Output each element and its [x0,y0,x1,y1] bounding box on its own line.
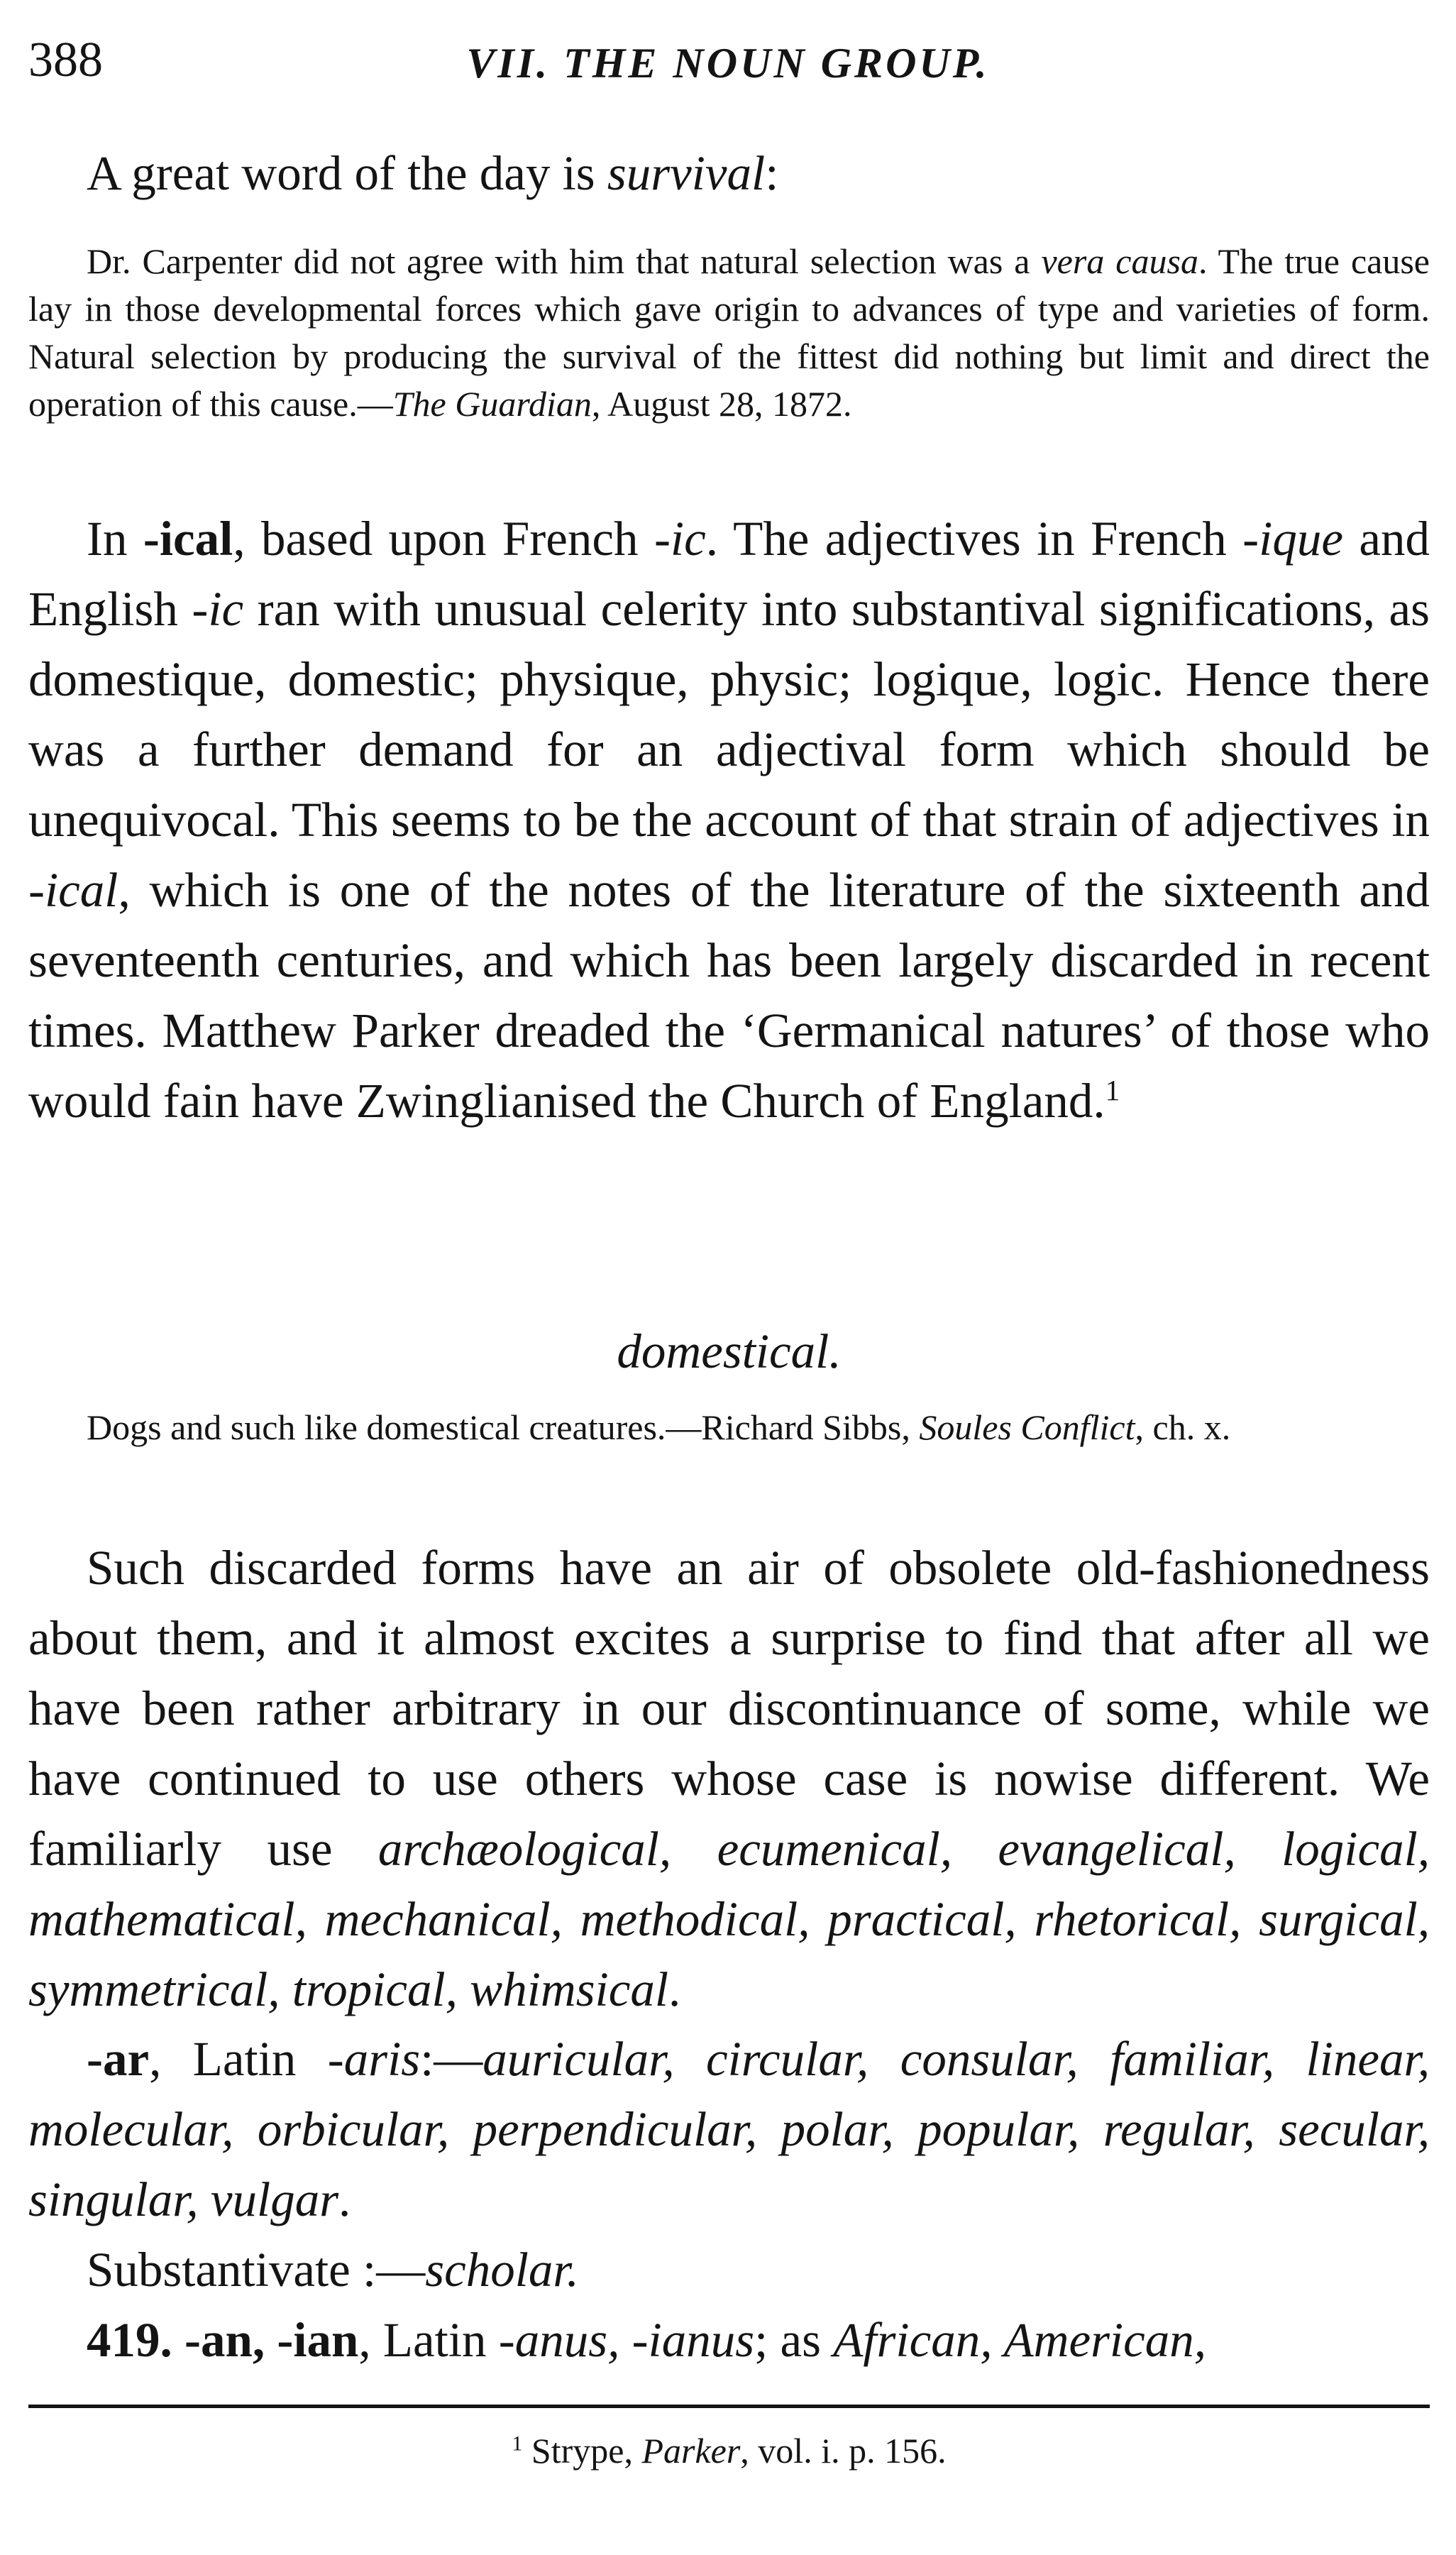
running-title: VII. THE NOUN GROUP. [466,40,990,87]
ar-latin-prefix: , Latin [149,2032,328,2086]
footnote-ref-text: , vol. i. p. 156. [740,2431,947,2471]
substantivate-line [28,2235,1430,2305]
an-latin: -anus, -ianus [498,2313,755,2367]
footnote-author: Strype, [522,2431,642,2471]
ical-suffix: -ical [143,512,233,566]
discarded-end: . [668,1962,681,2016]
quote-text-1: Dr. Carpenter did not agree with him that natural selection was a [87,241,1042,281]
footnote-mark: 1 [512,2432,523,2456]
ical-text-1: In [87,512,143,566]
guardian-quote [28,238,1430,428]
section-number: 419. [87,2313,172,2367]
an-examples: African, American, [833,2313,1206,2367]
ar-suffix: -ar [87,2032,150,2086]
ical-paragraph [28,504,1430,1136]
sibbs-ref: , ch. x. [1135,1407,1231,1447]
an-ian-suffixes: -an, -ian [184,2313,359,2367]
an-latin-prefix: , Latin [358,2313,499,2367]
survival-word: survival [607,146,766,200]
ar-latin: -aris [327,2032,421,2086]
running-head [28,28,1428,92]
sibbs-quote [28,1404,1430,1451]
domestical-word: domestical. [617,1324,842,1378]
ical-text-4: and English [28,512,1430,636]
quote-date: , August 28, 1872. [591,384,852,424]
ar-colon: :— [420,2032,483,2086]
substantivate-word: scholar. [425,2243,579,2297]
an-as: ; as [754,2313,834,2367]
quote-text-2: . The true cause lay in those developmental forces which gave origin to advances of type and varieties of form. Natural selection by producing the survival of the fittest did nothing but limit and direct the operation of this cause.— [28,241,1430,424]
discarded-text: Such discarded forms have an air of obsolete old-fashionedness about them, and it almost excites a surprise to find that after all we have been rather arbitrary in our discontinuance of some, while we have continued to use others whose case is nowise different. We familiarly use [28,1541,1430,1876]
quote-source: The Guardian [392,384,592,424]
domestical-heading [28,1317,1430,1387]
sibbs-quote-text: Dogs and such like domestical creatures.—Richard Sibbs, [87,1407,920,1447]
substantivate-label: Substantivate :— [87,2243,426,2297]
footnote-title: Parker [641,2431,741,2471]
ar-word-list: auricular, circular, consular, familiar, linear, molecular, orbicular, perpendicular, polar, popular, regular, secular, singular, vulgar [28,2032,1430,2226]
ical-italic: -ical [28,863,118,917]
ar-end: . [338,2172,351,2226]
french-ique: -ique [1242,512,1343,566]
discarded-paragraph [28,1533,1430,2025]
ical-word-list: archæological, ecumenical, evangelical, logical, mathematical, mechanical, methodical, practical, rhetorical, surgical, symmetrical, tropical, whimsical [28,1822,1430,2016]
ical-text-6: , which is one of the notes of the literature of the sixteenth and seventeenth centuries, and which has been largely discarded in recent times. Matthew Parker dreaded the ‘Germanical natures’ of those who would fain have Zwinglianised the Church of England. [28,863,1430,1128]
footnote [28,2427,1430,2475]
footnote-rule [28,2405,1430,2408]
survival-colon: : [765,146,779,200]
section-419 [28,2305,1430,2375]
page-number: 388 [28,33,103,87]
survival-lead [28,138,1430,209]
ar-paragraph [28,2024,1430,2235]
footnote-ref: 1 [1105,1074,1120,1106]
ical-text-2: , based upon French [233,512,654,566]
ical-text-5: ran with unusual celerity into substantival significations, as domestique, domestic; physique, physic; logique, logic. Hence there was a further demand for an adjectival form which should be unequivocal. This seems to be the account of that strain of adjectives in [28,582,1430,847]
ical-text-3: . The adjectives in French [705,512,1243,566]
english-ic: -ic [192,582,244,636]
quote-vera-causa: vera causa [1041,241,1198,281]
sibbs-source: Soules Conflict [919,1407,1135,1447]
french-ic: -ic [653,512,706,566]
survival-lead-text: A great word of the day is [87,146,607,200]
